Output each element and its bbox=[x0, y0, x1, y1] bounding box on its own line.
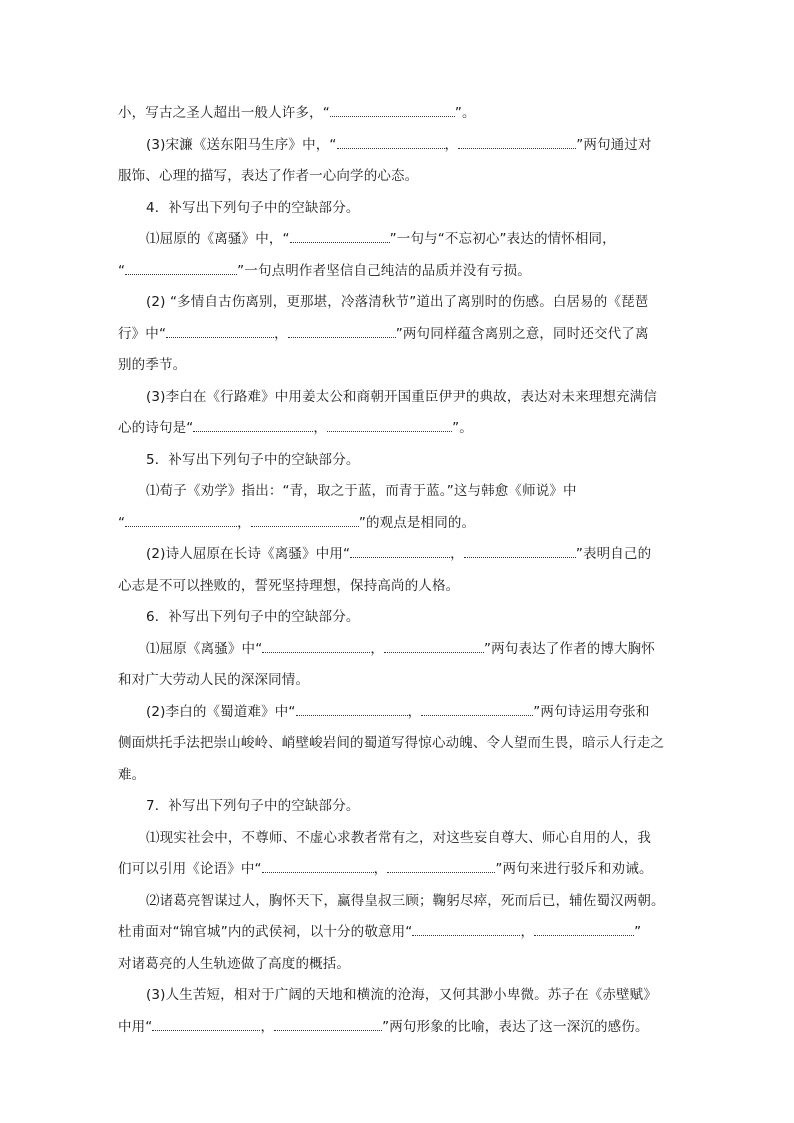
answer-blank[interactable] bbox=[458, 134, 576, 149]
question-1-line: ⑴荀子《劝学》指出：“青，取之于蓝，而青于蓝。”这与韩愈《师说》中 bbox=[146, 483, 577, 499]
text-line: 杜甫面对“锦官城”内的武侯祠，以十分的敬意用“ ， ” bbox=[118, 917, 680, 949]
answer-blank[interactable] bbox=[412, 921, 520, 936]
answer-blank[interactable] bbox=[274, 1016, 382, 1031]
question-1-line: ⑴屈原的《离骚》中，“ ”一句与“不忘初心”表达的情怀相同， bbox=[118, 224, 680, 256]
text-line: 心志是不可以挫败的，誓死坚持理想，保持高尚的人格。 bbox=[118, 577, 460, 594]
text-line: “ ”一句点明作者坚信自己纯洁的品质并没有亏损。 bbox=[118, 256, 680, 288]
text-line: 侧面烘托手法把崇山峻岭、峭壁峻岩间的蜀道写得惊心动魄、令人望而生畏，暗示人行走之 bbox=[118, 735, 664, 751]
answer-blank[interactable] bbox=[534, 921, 634, 936]
answer-blank[interactable] bbox=[327, 417, 452, 432]
answer-blank[interactable] bbox=[384, 638, 484, 653]
text-line: 小，写古之圣人超出一般人许多，“ ”。 bbox=[118, 98, 680, 130]
text-line: 服饰、心理的描写，表达了作者一心向学的心态。 bbox=[118, 168, 419, 184]
question-3-line: (3)宋濂《送东阳马生序》中，“ ， ”两句通过对 bbox=[118, 130, 680, 162]
answer-blank[interactable] bbox=[193, 417, 313, 432]
text-line: 和对广大劳动人民的深深同情。 bbox=[118, 672, 310, 688]
answer-blank[interactable] bbox=[464, 543, 576, 558]
answer-blank[interactable] bbox=[166, 323, 274, 338]
question-2-line: (2)诗人屈原在长诗《离骚》中用“ ， ”表明自己的 bbox=[118, 539, 680, 571]
question-heading-4: 4．补写出下列句子中的空缺部分。 bbox=[146, 199, 360, 216]
answer-blank[interactable] bbox=[330, 102, 455, 117]
question-heading-6: 6．补写出下列句子中的空缺部分。 bbox=[146, 609, 360, 625]
question-1-line: ⑴屈原《离骚》中“ ， ”两句表达了作者的博大胸怀 bbox=[118, 634, 680, 666]
text-line: 别的季节。 bbox=[118, 357, 187, 373]
answer-blank[interactable] bbox=[290, 228, 390, 243]
answer-blank[interactable] bbox=[262, 638, 370, 653]
question-heading-5: 5．补写出下列句子中的空缺部分。 bbox=[146, 451, 360, 468]
text-line: 行》中“ ， ”两句同样蕴含离别之意，同时还交代了离 bbox=[118, 319, 680, 351]
text-line: “ ， ”的观点是相同的。 bbox=[118, 508, 680, 540]
answer-blank[interactable] bbox=[125, 512, 237, 527]
question-3-line: (3)人生苦短，相对于广阔的天地和横流的沧海，又何其渺小卑微。苏子在《赤壁赋》 bbox=[146, 987, 657, 1003]
question-2-line: (2)李白的《蜀道难》中“ ， ”两句诗运用夸张和 bbox=[118, 697, 680, 729]
question-3-line: (3)李白在《行路难》中用姜太公和商朝开国重臣伊尹的典故，表达对未来理想充满信 bbox=[146, 388, 657, 405]
question-2-line: ⑵诸葛亮智谋过人，胸怀天下，赢得皇叔三顾；鞠躬尽瘁，死而后已，辅佐蜀汉两朝。 bbox=[146, 892, 665, 909]
answer-blank[interactable] bbox=[288, 323, 396, 338]
text-line: 们可以引用《论语》中“ ， ”两句来进行驳斥和劝诫。 bbox=[118, 854, 680, 886]
exercise-text bbox=[118, 98, 680, 1043]
question-2-line: (2) “多情自古伤离别，更那堪，冷落清秋节”道出了离别时的伤感。白居易的《琵琶 bbox=[146, 294, 649, 310]
answer-blank[interactable] bbox=[350, 543, 450, 558]
answer-blank[interactable] bbox=[337, 134, 445, 149]
text-line: 对诸葛亮的人生轨迹做了高度的概括。 bbox=[118, 955, 351, 972]
answer-blank[interactable] bbox=[296, 701, 408, 716]
text-line: 心的诗句是“ ， ”。 bbox=[118, 413, 680, 445]
answer-blank[interactable] bbox=[421, 701, 533, 716]
text-line: 难。 bbox=[118, 766, 146, 783]
answer-blank[interactable] bbox=[152, 1016, 260, 1031]
answer-blank[interactable] bbox=[262, 858, 374, 873]
question-1-line: ⑴现实社会中，不尊师、不虚心求教者常有之，对这些妄自尊大、师心自用的人，我 bbox=[146, 829, 652, 846]
answer-blank[interactable] bbox=[251, 512, 359, 527]
text-line: 中用“ ， ”两句形象的比喻，表达了这一深沉的感伤。 bbox=[118, 1012, 680, 1044]
answer-blank[interactable] bbox=[387, 858, 495, 873]
question-heading-7: 7．补写出下列句子中的空缺部分。 bbox=[146, 798, 360, 814]
answer-blank[interactable] bbox=[125, 260, 237, 275]
